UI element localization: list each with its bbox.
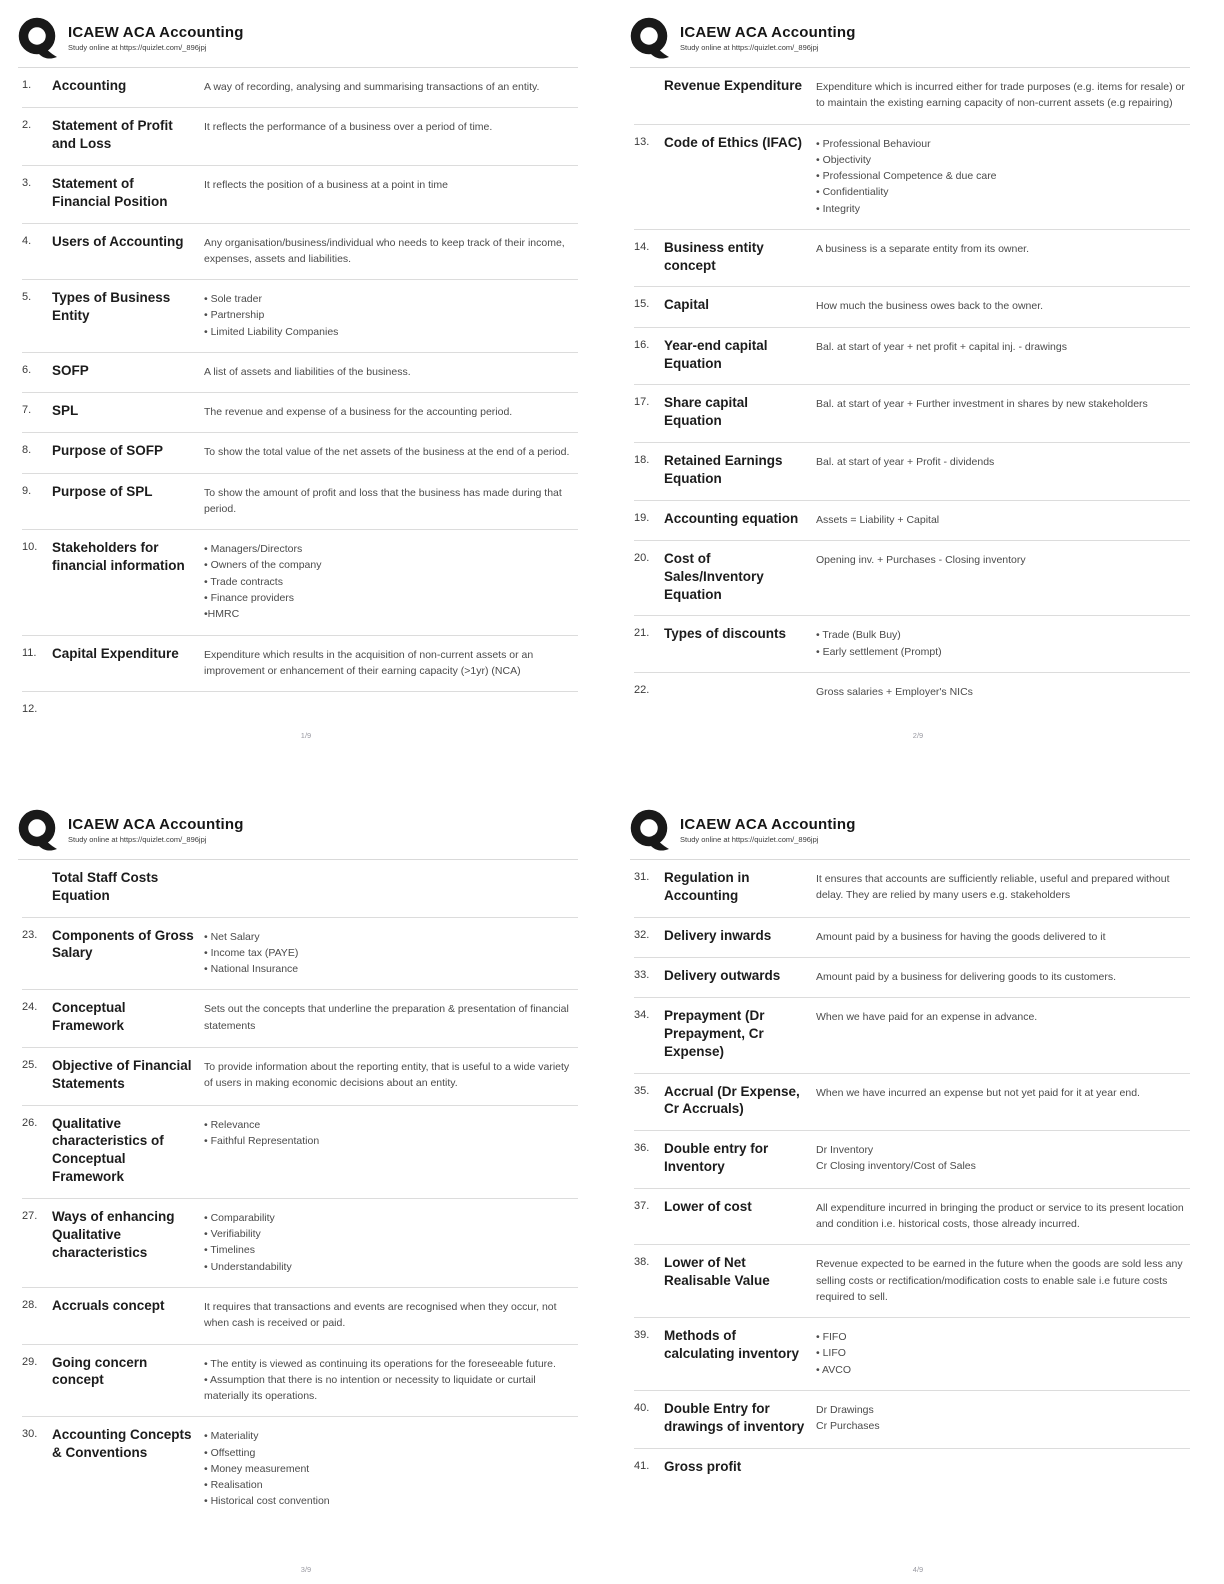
page-number: 2/9 — [912, 731, 924, 740]
definition-line: A way of recording, analysing and summarising transactions of an entity. — [204, 81, 540, 93]
definition-line: • Early settlement (Prompt) — [816, 645, 942, 658]
definition — [816, 967, 1190, 985]
term-label: Revenue Expenditure — [664, 78, 803, 93]
definition — [816, 1327, 1190, 1378]
term-row — [22, 636, 578, 693]
page-header — [18, 808, 578, 860]
definition-line: The revenue and expense of a business for the accounting period. — [204, 406, 513, 419]
definition — [204, 869, 578, 871]
header-text — [68, 816, 244, 844]
definition-line: Bal. at start of year + net profit + capital inj. - drawings — [816, 340, 1067, 353]
definition — [816, 1254, 1190, 1305]
definition — [204, 1057, 578, 1092]
definition-line: • Timelines — [204, 1244, 255, 1257]
term-label: Types of discounts — [664, 626, 787, 642]
term-number — [22, 869, 52, 871]
term-number: 33. — [634, 968, 650, 981]
term-row — [22, 692, 578, 727]
term-number: 27. — [22, 1209, 38, 1222]
header-text — [68, 24, 244, 52]
definition-line: • Net Salary — [204, 930, 260, 943]
definition-line: It requires that transactions and events are recognised when they occur, not when cash is received or paid. — [204, 1300, 557, 1330]
term-label: Stakeholders for financial information — [52, 540, 185, 573]
term-number: 34. — [634, 1009, 650, 1022]
definition-line: It reflects the performance of a business over a period of time. — [204, 121, 493, 134]
study-online-url: Study online at https://quizlet.com/_896jpj — [680, 835, 819, 845]
term-row — [634, 958, 1190, 998]
term-list — [634, 68, 1190, 712]
term-label: Retained Earnings Equation — [664, 453, 783, 486]
term-label: SOFP — [52, 362, 89, 378]
definition-line: • Confidentiality — [816, 186, 889, 199]
definition — [816, 510, 1190, 528]
term-label: Accrual (Dr Expense, Cr Accruals) — [664, 1083, 800, 1117]
term-number: 14. — [634, 240, 650, 253]
definition — [204, 1115, 578, 1150]
definition-line: It reflects the position of a business at a point in time — [204, 178, 448, 191]
definition-line: • Materiality — [204, 1430, 259, 1443]
definition-line: • National Insurance — [204, 963, 299, 976]
term-row — [634, 385, 1190, 443]
definition-line: • Income tax (PAYE) — [204, 946, 299, 959]
term-row — [22, 108, 578, 166]
definition-line: • Verifiability — [204, 1228, 261, 1241]
term-row — [22, 918, 578, 991]
definition-line: • Faithful Representation — [204, 1134, 320, 1147]
page-2 — [612, 0, 1224, 792]
definition-line: • Owners of the company — [204, 559, 322, 572]
term-number: 23. — [22, 928, 38, 941]
definition-line: • Trade (Bulk Buy) — [816, 629, 901, 642]
definition-line: Any organisation/business/individual who needs to keep track of their income, expenses, assets and liabilities. — [204, 236, 565, 265]
definition — [816, 1140, 1190, 1175]
term-row — [634, 860, 1190, 918]
set-title: ICAEW ACA Accounting — [68, 23, 244, 41]
term-row — [634, 998, 1190, 1073]
term-label: Prepayment (Dr Prepayment, Cr Expense) — [664, 1008, 765, 1059]
term-row — [634, 287, 1190, 327]
definition-line: Expenditure which results in the acquisition of non-current assets or an improvement or enhancement of their earning capacity (>1yr) (NCA) — [204, 648, 534, 677]
term-number: 1. — [22, 79, 32, 91]
definition — [204, 999, 578, 1034]
term-row — [22, 353, 578, 393]
definition — [816, 394, 1190, 412]
term-number: 29. — [22, 1355, 38, 1368]
term-label: Qualitative characteristics of Conceptual Framework — [52, 1115, 164, 1185]
page-number: 3/9 — [300, 1565, 312, 1574]
definition-line: • AVCO — [816, 1363, 851, 1376]
definition-line: Revenue expected to be earned in the future when the goods are sold less any selling costs or rectification/modification costs to enable sale i.e future costs required to sell. — [816, 1258, 1183, 1303]
term-number: 38. — [634, 1256, 650, 1269]
term-label: Lower of Net Realisable Value — [664, 1255, 770, 1289]
term-number: 11. — [22, 646, 37, 659]
definition-line: • Professional Competence & due care — [816, 170, 997, 183]
definition-line: Bal. at start of year + Further investment in shares by new stakeholders — [816, 398, 1148, 411]
term-number: 35. — [634, 1084, 650, 1097]
term-number: 10. — [22, 541, 38, 554]
definition — [204, 362, 578, 380]
definition-line: • Assumption that there is no intention or necessity to liquidate or curtail materially its operations. — [204, 1373, 536, 1403]
term-number: 18. — [634, 454, 650, 466]
term-label: Types of Business Entity — [52, 290, 171, 323]
definition — [816, 869, 1190, 904]
definition-line: •HMRC — [204, 608, 240, 621]
quizlet-logo-icon — [18, 16, 58, 60]
term-row — [634, 1391, 1190, 1449]
definition — [816, 1400, 1190, 1435]
term-row — [22, 990, 578, 1048]
term-row — [22, 68, 578, 108]
definition-line: • Integrity — [816, 202, 860, 215]
definition-line: Sets out the concepts that underline the preparation & presentation of financial statements — [204, 1003, 569, 1032]
page-header — [630, 16, 1190, 68]
definition-line: When we have incurred an expense but not yet paid for it at year end. — [816, 1086, 1140, 1099]
term-number: 9. — [22, 484, 32, 497]
term-list — [22, 860, 578, 1522]
definition-line: • Professional Behaviour — [816, 137, 931, 150]
definition-line: Bal. at start of year + Profit - dividends — [816, 456, 995, 468]
definition — [204, 175, 578, 193]
term-label: Capital — [664, 297, 710, 313]
page-4 — [612, 792, 1224, 1584]
definition — [816, 452, 1190, 470]
term-number: 3. — [22, 176, 32, 189]
definition-line: • Finance providers — [204, 591, 295, 604]
term-label: Accruals concept — [52, 1297, 165, 1313]
term-label: Lower of cost — [664, 1198, 752, 1214]
definition — [204, 77, 578, 95]
definition — [204, 539, 578, 622]
definition-line: • Relevance — [204, 1118, 261, 1131]
term-label: Double Entry for drawings of inventory — [664, 1400, 805, 1434]
term-row — [634, 230, 1190, 288]
term-label: Users of Accounting — [52, 233, 184, 249]
term-row — [22, 474, 578, 531]
term-number: 13. — [634, 135, 650, 148]
term-list — [22, 68, 578, 727]
term-label: Components of Gross Salary — [52, 927, 194, 961]
term-label: Total Staff Costs Equation — [52, 870, 159, 903]
term-row — [22, 1417, 578, 1521]
definition — [204, 117, 578, 135]
definition-line: Opening inv. + Purchases - Closing inventory — [816, 553, 1026, 566]
term-label: Double entry for Inventory — [664, 1141, 769, 1175]
term-row — [634, 443, 1190, 501]
term-label: Ways of enhancing Qualitative characteristics — [52, 1208, 175, 1260]
term-label: Objective of Financial Statements — [52, 1058, 192, 1091]
definition — [204, 289, 578, 340]
header-text — [680, 816, 856, 844]
term-row — [634, 918, 1190, 958]
term-number: 31. — [634, 871, 650, 883]
term-number: 7. — [22, 404, 32, 417]
term-number: 37. — [634, 1199, 650, 1212]
term-label: Accounting Concepts & Conventions — [52, 1427, 192, 1461]
term-label: Accounting — [52, 78, 127, 93]
definition-line: All expenditure incurred in bringing the product or service to its present location and condition i.e. historical costs, those already incurred. — [816, 1201, 1184, 1231]
definition — [816, 927, 1190, 945]
term-row — [634, 1189, 1190, 1246]
term-row — [634, 501, 1190, 541]
term-row — [634, 616, 1190, 673]
definition-line: • FIFO — [816, 1331, 847, 1344]
term-number: 6. — [22, 363, 32, 376]
term-row — [22, 530, 578, 635]
quizlet-logo-icon — [18, 808, 58, 852]
term-label: Year-end capital Equation — [664, 337, 768, 371]
term-row — [634, 1449, 1190, 1488]
definition-line: • The entity is viewed as continuing its operations for the foreseeable future. — [204, 1357, 556, 1370]
page-3 — [0, 792, 612, 1584]
term-label: Delivery inwards — [664, 927, 772, 943]
definition-line: Dr Drawings — [816, 1403, 874, 1416]
set-title: ICAEW ACA Accounting — [68, 815, 244, 833]
term-number: 22. — [634, 683, 650, 696]
term-number: 36. — [634, 1142, 650, 1155]
page-header — [18, 16, 578, 68]
definition — [204, 927, 578, 978]
term-label: Going concern concept — [52, 1354, 148, 1388]
term-number: 4. — [22, 234, 32, 247]
term-row — [634, 1074, 1190, 1132]
definition-line: • Managers/Directors — [204, 543, 303, 556]
term-number: 26. — [22, 1116, 38, 1129]
term-row — [22, 1199, 578, 1288]
term-number: 32. — [634, 928, 650, 941]
term-row — [634, 1245, 1190, 1318]
definition-line: It ensures that accounts are sufficiently reliable, useful and prepared without delay. They are relied by many users e.g. stakeholders — [816, 873, 1170, 902]
study-online-url: Study online at https://quizlet.com/_896jpj — [68, 43, 207, 53]
definition — [816, 239, 1190, 257]
header-text — [680, 24, 856, 52]
term-label: Gross profit — [664, 1458, 742, 1474]
definition — [816, 550, 1190, 568]
definition-line: Expenditure which is incurred either for trade purposes (e.g. items for resale) or to maintain the existing earning capacity of non-current assets (e.g repairing) — [816, 81, 1185, 110]
term-row — [22, 1106, 578, 1199]
definition-line: • Partnership — [204, 309, 265, 322]
definition-line: • Comparability — [204, 1211, 275, 1224]
quizlet-logo-icon — [630, 16, 670, 60]
definition — [204, 442, 578, 460]
definition — [204, 1297, 578, 1332]
definition — [204, 483, 578, 518]
definition — [816, 337, 1190, 355]
quizlet-logo-icon — [630, 808, 670, 852]
set-title: ICAEW ACA Accounting — [680, 815, 856, 833]
study-online-url: Study online at https://quizlet.com/_896jpj — [68, 835, 207, 845]
term-row — [22, 224, 578, 281]
definition-line: • Historical cost convention — [204, 1495, 330, 1508]
term-label: Conceptual Framework — [52, 1000, 126, 1034]
definition-line: • Trade contracts — [204, 575, 283, 588]
term-number: 16. — [634, 338, 650, 351]
term-row — [22, 280, 578, 353]
page-number: 4/9 — [912, 1565, 924, 1574]
definition-line: • Objectivity — [816, 153, 872, 166]
definition-line: To provide information about the reporting entity, that is useful to a wide variety of users in making economic decisions about an entity. — [204, 1061, 570, 1090]
term-label: Cost of Sales/Inventory Equation — [664, 550, 764, 602]
term-number: 24. — [22, 1001, 38, 1014]
definition-line: • Offsetting — [204, 1446, 256, 1459]
definition-line: When we have paid for an expense in advance. — [816, 1011, 1038, 1024]
definition — [204, 233, 578, 268]
term-row — [22, 860, 578, 918]
term-row — [22, 1048, 578, 1106]
term-label: Capital Expenditure — [52, 645, 179, 661]
definition-line: • Sole trader — [204, 293, 262, 306]
definition — [204, 645, 578, 680]
definition — [204, 402, 578, 420]
definition — [816, 1458, 1190, 1460]
term-row — [634, 68, 1190, 125]
term-label: Regulation in Accounting — [664, 870, 750, 903]
definition-line: How much the business owes back to the owner. — [816, 300, 1044, 313]
definition-line: A business is a separate entity from its owner. — [816, 242, 1030, 255]
definition-line: Assets = Liability + Capital — [816, 513, 940, 526]
term-label: Business entity concept — [664, 239, 764, 273]
term-row — [22, 393, 578, 433]
term-number: 15. — [634, 298, 650, 311]
term-list — [634, 860, 1190, 1487]
definition-line: Cr Closing inventory/Cost of Sales — [816, 1160, 976, 1173]
term-row — [22, 433, 578, 473]
definition — [816, 1083, 1190, 1101]
page-header — [630, 808, 1190, 860]
term-number: 19. — [634, 511, 650, 524]
definition — [204, 1426, 578, 1509]
definition-line: Dr Inventory — [816, 1144, 874, 1157]
term-label: Purpose of SPL — [52, 483, 153, 499]
definition — [816, 625, 1190, 660]
term-number: 39. — [634, 1329, 650, 1342]
term-row — [22, 1345, 578, 1418]
term-number: 17. — [634, 396, 650, 409]
term-row — [634, 1318, 1190, 1391]
term-label: Share capital Equation — [664, 395, 749, 429]
term-number: 25. — [22, 1059, 38, 1072]
term-number: 41. — [634, 1459, 650, 1472]
definition-line: • Limited Liability Companies — [204, 325, 339, 338]
definition-line: To show the amount of profit and loss that the business has made during that period. — [204, 486, 562, 515]
term-label: Statement of Profit and Loss — [52, 118, 173, 152]
definition — [816, 134, 1190, 217]
term-number: 20. — [634, 551, 650, 564]
definition-line: Cr Purchases — [816, 1420, 880, 1433]
term-label: Delivery outwards — [664, 967, 781, 983]
term-row — [634, 1131, 1190, 1189]
term-number: 21. — [634, 627, 650, 640]
definition-line: Gross salaries + Employer's NICs — [816, 685, 973, 698]
definition-line: To show the total value of the net assets of the business at the end of a period. — [204, 446, 570, 459]
definition-line: • Realisation — [204, 1479, 263, 1492]
term-number: 40. — [634, 1401, 650, 1414]
term-number: 28. — [22, 1298, 38, 1311]
definition — [204, 1354, 578, 1405]
definition-line: • Understandability — [204, 1260, 292, 1273]
term-row — [634, 328, 1190, 386]
definition — [816, 1007, 1190, 1025]
term-label: Purpose of SOFP — [52, 443, 164, 459]
definition-line: Amount paid by a business for having the goods delivered to it — [816, 930, 1106, 943]
term-number: 2. — [22, 119, 32, 132]
study-online-url: Study online at https://quizlet.com/_896jpj — [680, 43, 819, 53]
definition — [816, 77, 1190, 112]
definition-line: Amount paid by a business for delivering goods to its customers. — [816, 970, 1116, 983]
definition-line: A list of assets and liabilities of the business. — [204, 365, 411, 378]
term-label: Code of Ethics (IFAC) — [664, 134, 802, 150]
definition-line: • LIFO — [816, 1347, 846, 1360]
term-row — [634, 673, 1190, 712]
term-label: Statement of Financial Position — [52, 175, 168, 209]
term-number: 30. — [22, 1428, 38, 1441]
definition — [816, 296, 1190, 314]
page-1 — [0, 0, 612, 792]
definition — [204, 1208, 578, 1275]
definition-line: • Money measurement — [204, 1462, 310, 1475]
term-number: 8. — [22, 444, 32, 457]
definition — [204, 701, 578, 703]
term-number: 12. — [22, 703, 38, 716]
definition — [816, 682, 1190, 700]
page-number: 1/9 — [300, 731, 312, 740]
term-label: Methods of calculating inventory — [664, 1328, 800, 1361]
term-number — [634, 77, 664, 79]
term-row — [22, 166, 578, 224]
term-label: SPL — [52, 403, 79, 419]
term-row — [634, 541, 1190, 616]
set-title: ICAEW ACA Accounting — [680, 23, 856, 41]
definition — [816, 1198, 1190, 1233]
term-label: Accounting equation — [664, 510, 799, 526]
term-row — [22, 1288, 578, 1345]
term-row — [634, 125, 1190, 230]
term-number: 5. — [22, 291, 32, 304]
